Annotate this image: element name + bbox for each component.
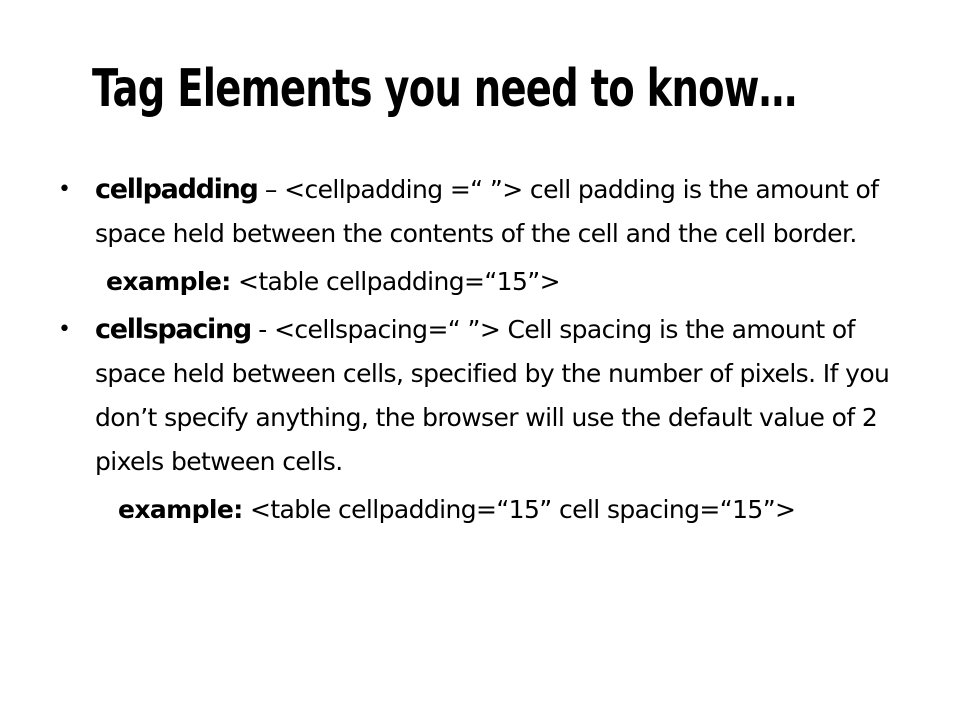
term-cellspacing: cellspacing <box>95 314 251 345</box>
bullet-cellspacing <box>58 308 905 484</box>
example-label: example: <box>106 267 231 296</box>
bullet-cellpadding <box>58 168 905 256</box>
example-cellspacing <box>106 488 886 532</box>
slide-content <box>0 168 960 536</box>
bullet-dot-icon: • <box>58 317 71 342</box>
term-cellpadding: cellpadding <box>95 174 258 205</box>
example-code: <table cellpadding=“15” cell spacing=“15”> <box>242 495 796 524</box>
bullet-text-cellpadding: – <cellpadding =“ ”> cell padding is the amount of space held between the contents of the cell and the cell border. <box>95 175 879 248</box>
example-code: <table cellpadding=“15”> <box>230 267 560 296</box>
example-cellpadding <box>106 260 960 304</box>
bullet-dot-icon: • <box>58 177 71 202</box>
slide-title: Tag Elements you need to know… <box>92 59 797 119</box>
bullet-text-cellspacing: - <cellspacing=“ ”> Cell spacing is the amount of space held between cells, specified by the number of pixels. If you don’t specify anything, the browser will use the default value of 2 pixels between cells. <box>95 315 890 476</box>
example-label: example: <box>118 495 243 524</box>
